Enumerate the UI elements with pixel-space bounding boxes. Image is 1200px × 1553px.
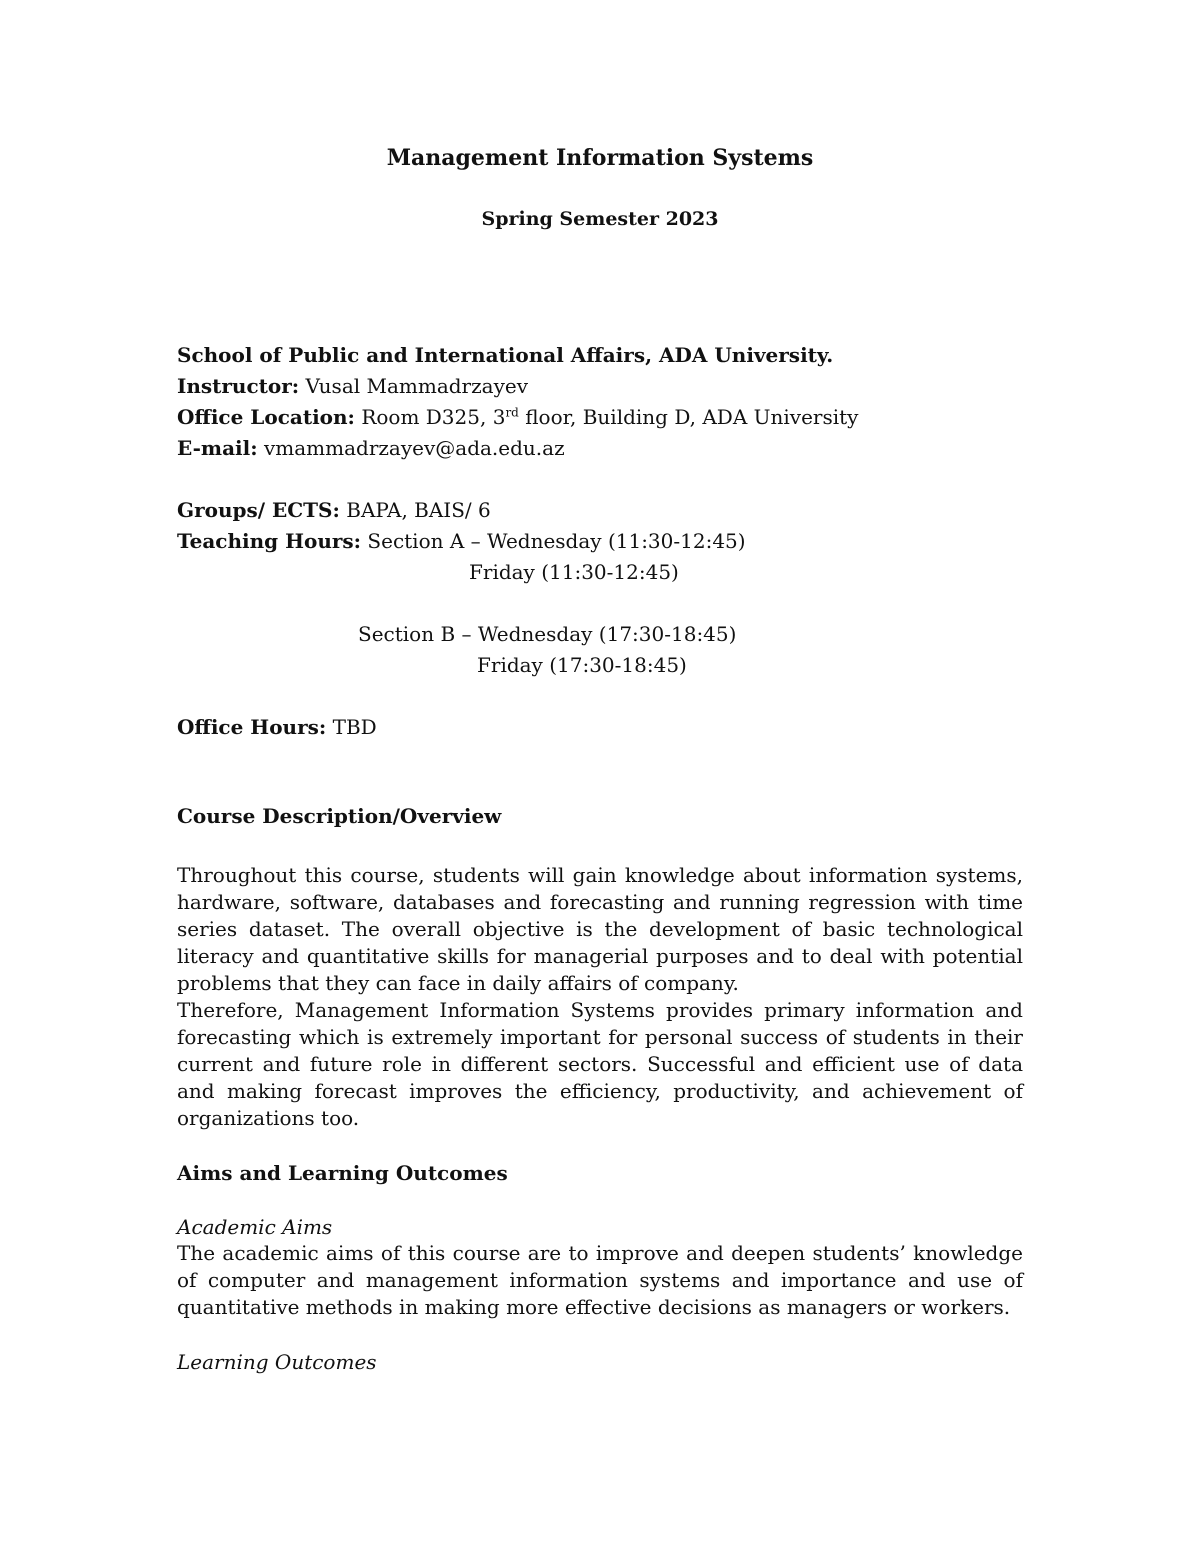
- email-value: vmammadrzayev@ada.edu.az: [263, 436, 565, 460]
- teaching-hours-line: [177, 528, 746, 554]
- office-hours-value: TBD: [332, 715, 377, 739]
- groups-ects-value: BAPA, BAIS/ 6: [346, 498, 491, 522]
- section-b-friday: Friday (17:30-18:45): [477, 653, 687, 677]
- course-description-paragraph-2: Therefore, Management Information Systems provides primary information and forecasting which is extremely important for personal success of students in their current and future role in different sectors. Successful and efficient use of data and making forecast improves the efficiency, productivity, and achievement of organizations too.: [177, 998, 1023, 1130]
- office-location-floor-suffix: rd: [505, 405, 519, 420]
- email-line: [177, 435, 565, 461]
- academic-aims-label: Academic Aims: [177, 1215, 333, 1239]
- document-title: Management Information Systems: [386, 145, 814, 171]
- instructor-label: Instructor:: [177, 374, 300, 398]
- office-location-value-pre: Room D325, 3: [361, 405, 506, 429]
- email-label: E-mail:: [177, 436, 258, 460]
- instructor-value: Vusal Mammadrzayev: [305, 374, 529, 398]
- groups-ects-line: [177, 497, 491, 523]
- section-a-friday: Friday (11:30-12:45): [469, 560, 679, 584]
- semester-subtitle: Spring Semester 2023: [481, 208, 719, 230]
- instructor-line: [177, 373, 528, 399]
- groups-ects-label: Groups/ ECTS:: [177, 498, 340, 522]
- office-hours-line: [177, 714, 377, 740]
- aims-heading: Aims and Learning Outcomes: [177, 1161, 508, 1185]
- course-description-paragraph-1: Throughout this course, students will gain knowledge about information systems, hardware, software, databases and forecasting and running regression with time series dataset. The overall objective is the development of basic technological literacy and quantitative skills for managerial purposes and to deal with potential problems that they can face in daily affairs of company.: [177, 863, 1023, 995]
- section-b-wednesday: Section B – Wednesday (17:30-18:45): [358, 622, 737, 646]
- learning-outcomes-label: Learning Outcomes: [177, 1350, 377, 1374]
- office-hours-label: Office Hours:: [177, 715, 327, 739]
- office-location-value: [361, 405, 858, 429]
- section-a-wednesday: Section A – Wednesday (11:30-12:45): [367, 529, 746, 553]
- academic-aims-paragraph: The academic aims of this course are to improve and deepen students’ knowledge of computer and management information systems and importance and use of quantitative methods in making more effective decisions as managers or workers.: [177, 1241, 1023, 1319]
- office-location-line: [177, 404, 858, 430]
- teaching-hours-label: Teaching Hours:: [177, 529, 362, 553]
- school-line: School of Public and International Affairs, ADA University.: [177, 343, 834, 367]
- office-location-value-post: floor, Building D, ADA University: [518, 405, 859, 429]
- course-description-heading: Course Description/Overview: [177, 804, 502, 828]
- office-location-label: Office Location:: [177, 405, 355, 429]
